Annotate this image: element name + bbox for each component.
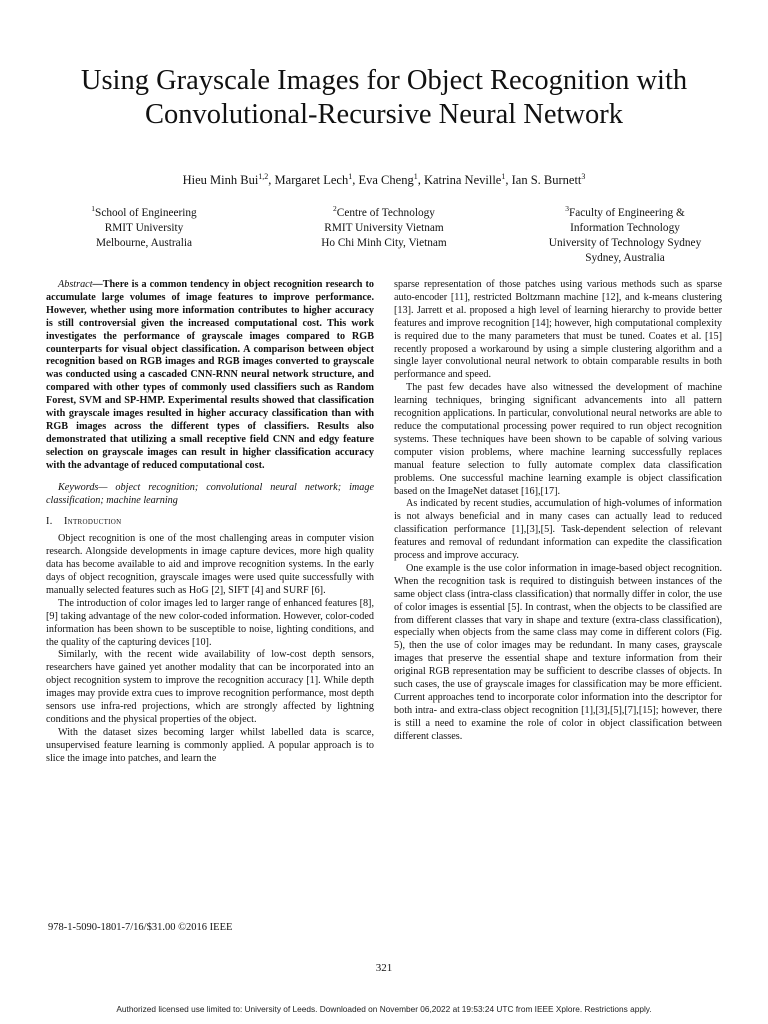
paragraph: The introduction of color images led to larger range of enhanced features [8],[9] taking advantage of the new color-coded information. However, color-coded information has been shown to be susceptible to noise, lighting conditions, and the quality of the capturing devices [10]. [46,597,374,648]
title-line-2: Convolutional-Recursive Neural Network [144,99,624,130]
author-list [0,172,768,188]
paragraph: sparse representation of those patches using various methods such as sparse auto-encoder [11], restricted Boltzmann machine [12], and k-means clustering [13]. Jarrett et al. proposed a high level of learning hierarchy to provide better features and improve recognition [14]; however, high computational complexity is required due to the many parameters that must be tuned. Coates et al. [15] recently proposed a workaround by using a simple clustering algorithm and a single layer convolutional neural network to obtain comparable results in both performance and speed. [394,279,722,381]
paragraph: Similarly, with the recent wide availability of low-cost depth sensors, researchers have gained yet another modality that can be incorporated into an object recognition system to improve the recognition accuracy [1]. While depth images may provide extra cues to improve recognition performance, most depth sensors use infra-red projections, which are strongly affected by lightning conditions and the physical properties of the object. [46,649,374,725]
paragraph: As indicated by recent studies, accumulation of high-volumes of information is not always beneficial and in many cases can actually lead to reduced classification performance [1],[3],[5]. Task-dependent selection of relevant features and removal of redundant information can expedite the classification process and improve accuracy. [394,498,722,562]
left-column [46,279,374,766]
paragraph: With the dataset sizes becoming larger whilst labelled data is scarce, unsupervised feature learning is commonly applied. A popular approach is to slice the image into patches, and learn the [46,726,374,764]
page-number: 321 [375,962,393,974]
author: Hieu Minh Bui$^{1,2}$, [182,172,275,188]
affiliation-1: $^1$School of Engineering RMIT University Melbourne, Australia [91,204,197,249]
title-line-1: Using Grayscale Images for Object Recognition with [80,65,688,96]
paragraph: Object recognition is one of the most challenging areas in computer vision research. Alongside developments in image capture devices, more high quality data has become available to aid and improve recognition systems. In the early days of object recognition, grayscale images were used quite successfully with manually selected features such as HoG [2], SIFT [4] and SURF [6]. [46,533,374,596]
abstract: Abstract—There is a common tendency in object recognition research to accumulate large volumes of image features to improve performance. However, whether using more information contributes to higher accuracy is still controversial given the increased computational cost. This work investigates the performance of grayscale images compared to RGB counterparts for visual object classification. A comparison between object recognition based on RGB images and RGB images converted to grayscale was conducted using a cascaded CNN-RNN neural network structure, and compared with other types of commonly used classifiers such as Random Forest, SVM and SP-HMP. Experimental results showed that classification with grayscale images resulted in higher accuracy classification than with RGB images across the different types of classifiers. Results also demonstrated that utilizing a small receptive field CNN and edgy feature selection on grayscale images can result in higher classification accuracy with the advantage of reduced computational cost. [46,279,374,471]
copyright-footer: 978-1-5090-1801-7/16/$31.00 ©2016 IEEE [48,922,233,933]
affiliation-3: $^3$Faculty of Engineering & Information Technology University of Technology Sydney Sydney, Australia [548,204,702,264]
section-heading: I. Introduction [46,516,122,528]
paper-title [40,64,728,132]
license-notice: Authorized licensed use limited to: University of Leeds. Downloaded on November 06,2022 at 19:53:24 UTC from IEEE Xplore. Restrictions apply. [116,1004,652,1014]
author: Ian S. Burnett$^3$ [511,172,586,188]
affiliation-2: $^2$Centre of Technology RMIT University Vietnam Ho Chi Minh City, Vietnam [321,204,447,249]
author: Margaret Lech$^1$, [274,172,359,188]
paragraph: One example is the use color information in image-based object recognition. When the recognition task is required to distinguish between instances of the same object class (intra-class classification) that normally differ in color, the use of color images is essential [5]. In contrast, when the objects to be classified are from different classes that vary in shape and texture (extra-class classification), especially when objects from the same class may come in different colors (Fig. 5), then the use of color images may be redundant. In many cases, grayscale images that preserve the essential shape and texture information from their original RGB representation may be sufficient to describe classes of objects. In such cases, the use of grayscale images for classification may be more efficient. Current approaches tend to incorporate color information into the descriptor for both intra- and extra-class object recognition [1],[3],[5],[7],[15]; however, there is still a need to examine the role of color in object classification between different classes. [394,562,722,742]
right-column [394,279,722,744]
author: Katrina Neville$^1$, [423,172,512,188]
paragraph: The past few decades have also witnessed the development of machine learning techniques, bringing significant advancements into all pattern recognition applications. In particular, convolutional neural networks are able to reduce the computational processing power required to run object recognition systems. These techniques have been shown to be capable of solving various computer vision problems, where machine learning successfully replaces manual feature selection to fully automate complex data classification problems. One successful machine learning example is object classification based on the ImageNet dataset [16],[17]. [394,382,722,497]
keywords: Keywords— object recognition; convolutional neural network; image classification; machine learning [46,481,374,506]
author: Eva Cheng$^1$, [358,172,424,188]
